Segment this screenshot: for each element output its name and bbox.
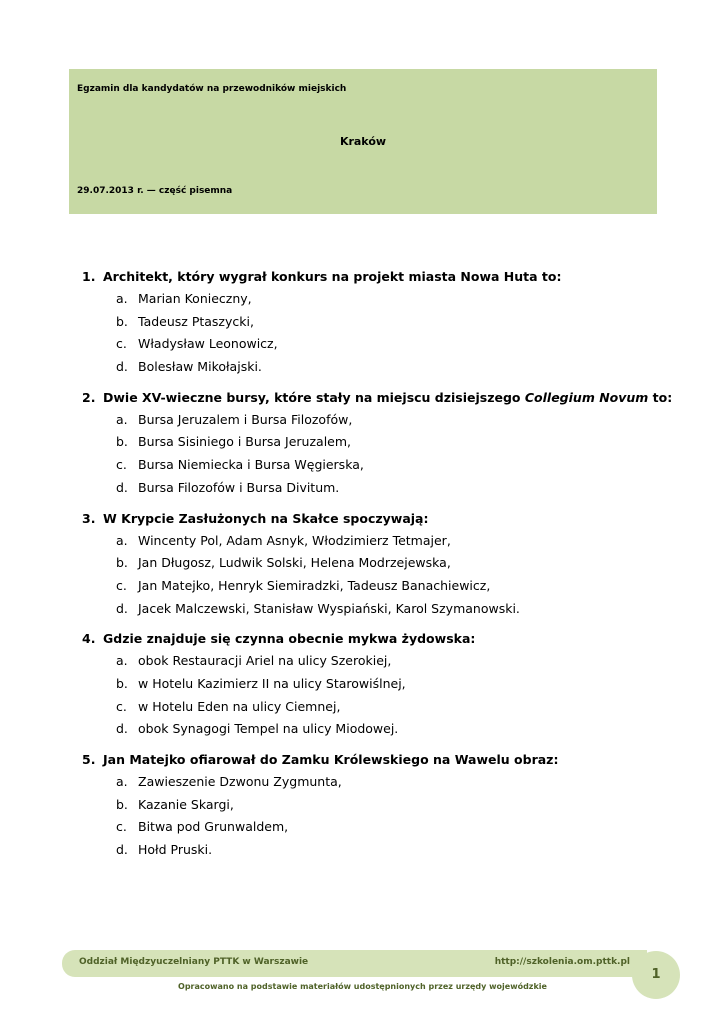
answer-letter: a. <box>116 291 128 306</box>
question-title <box>0 749 725 771</box>
answer-text: Hołd Pruski. <box>138 842 213 858</box>
question-title <box>0 266 725 288</box>
question-number: 5. <box>82 752 96 767</box>
footer-bar <box>62 950 647 977</box>
exam-city: Kraków <box>339 135 387 148</box>
answer-item <box>0 454 725 477</box>
footer-url-link[interactable]: http://szkolenia.om.pttk.pl <box>494 957 630 967</box>
answer-text: Bursa Niemiecka i Bursa Węgierska, <box>138 457 364 473</box>
answer-item <box>0 718 725 741</box>
answer-text: Bursa Jeruzalem i Bursa Filozofów, <box>138 411 353 427</box>
question-title <box>0 628 725 650</box>
answer-letter: b. <box>116 675 128 691</box>
answer-item <box>0 650 725 673</box>
footer-organization: Oddział Międzyuczelniany PTTK w Warszawie <box>79 957 309 967</box>
answer-text: Wincenty Pol, Adam Asnyk, Włodzimierz Tetmajer, <box>138 532 451 548</box>
answer-text: Jan Matejko, Henryk Siemiradzki, Tadeusz Banachiewicz, <box>138 577 491 593</box>
answer-letter: b. <box>116 434 128 450</box>
question-text: Architekt, który wygrał konkurs na projekt miasta Nowa Huta to: <box>103 269 562 284</box>
answer-letter: d. <box>116 359 128 375</box>
answer-item <box>0 816 725 839</box>
answer-letter: d. <box>116 721 128 737</box>
answer-list <box>0 530 725 621</box>
answer-letter: c. <box>116 698 127 714</box>
answer-text: Bursa Filozofów i Bursa Divitum. <box>138 479 340 495</box>
question-text: Dwie XV-wieczne bursy, które stały na miejscu dzisiejszego <box>103 389 525 405</box>
question-3 <box>0 508 725 621</box>
answer-letter: b. <box>116 796 128 812</box>
answer-letter: b. <box>116 313 128 329</box>
question-2 <box>0 387 725 500</box>
answer-text: w Hotelu Eden na ulicy Ciemnej, <box>138 698 341 714</box>
question-title <box>0 387 725 409</box>
answer-letter: d. <box>116 842 128 858</box>
answer-list <box>0 409 725 500</box>
question-text-end: to: <box>648 389 673 405</box>
answer-letter: c. <box>116 457 127 473</box>
answer-letter: b. <box>116 555 128 571</box>
answer-item <box>0 673 725 696</box>
answer-item <box>0 356 725 379</box>
answer-list <box>0 288 725 379</box>
answer-letter: c. <box>116 577 127 593</box>
answer-text: Bolesław Mikołajski. <box>138 359 262 375</box>
answer-list <box>0 650 725 741</box>
answer-letter: c. <box>116 336 127 352</box>
answer-text: Zawieszenie Dzwonu Zygmunta, <box>138 774 342 789</box>
page-number-badge <box>632 951 680 999</box>
answer-letter: a. <box>116 411 128 427</box>
answer-item <box>0 288 725 311</box>
answer-letter: d. <box>116 600 128 616</box>
answer-item <box>0 431 725 454</box>
answer-item <box>0 530 725 553</box>
answer-text: w Hotelu Kazimierz II na ulicy Starowiślnej, <box>138 675 406 691</box>
answer-text: Bitwa pod Grunwaldem, <box>138 819 289 835</box>
question-number: 1. <box>82 269 96 284</box>
answer-letter: d. <box>116 479 128 495</box>
answer-item <box>0 839 725 862</box>
answer-text: Kazanie Skargi, <box>138 796 234 812</box>
answer-text: obok Restauracji Ariel na ulicy Szerokiej, <box>138 653 392 669</box>
question-text-italic: Collegium Novum <box>524 389 649 405</box>
answer-item <box>0 696 725 719</box>
question-number: 4. <box>82 631 96 647</box>
answer-item <box>0 552 725 575</box>
exam-header <box>69 69 657 214</box>
answer-list <box>0 771 725 862</box>
answer-item <box>0 771 725 794</box>
footer-note: Opracowano na podstawie materiałów udostępnionych przez urzędy wojewódzkie <box>178 982 547 991</box>
answer-text: obok Synagogi Tempel na ulicy Miodowej. <box>138 721 399 737</box>
question-list <box>0 266 725 870</box>
question-title <box>0 508 725 530</box>
answer-item <box>0 794 725 817</box>
answer-item <box>0 477 725 500</box>
answer-item <box>0 333 725 356</box>
question-text: W Krypcie Zasłużonych na Skałce spoczywają: <box>103 510 429 526</box>
answer-item <box>0 598 725 621</box>
answer-letter: c. <box>116 819 127 835</box>
answer-item <box>0 311 725 334</box>
exam-date: 29.07.2013 r. — część pisemna <box>77 186 233 196</box>
answer-letter: a. <box>116 532 128 548</box>
question-1 <box>0 266 725 379</box>
question-text: Jan Matejko ofiarował do Zamku Królewskiego na Wawelu obraz: <box>103 752 559 767</box>
page-number: 1 <box>651 967 661 982</box>
answer-text: Jan Długosz, Ludwik Solski, Helena Modrzejewska, <box>138 555 451 571</box>
exam-title: Egzamin dla kandydatów na przewodników miejskich <box>77 84 347 94</box>
answer-letter: a. <box>116 653 128 669</box>
question-text: Gdzie znajduje się czynna obecnie mykwa żydowska: <box>103 631 476 647</box>
question-number: 3. <box>82 510 96 526</box>
answer-letter: a. <box>116 774 128 789</box>
answer-text: Bursa Sisiniego i Bursa Jeruzalem, <box>138 434 352 450</box>
answer-text: Jacek Malczewski, Stanisław Wyspiański, Karol Szymanowski. <box>138 600 520 616</box>
answer-text: Marian Konieczny, <box>138 291 252 306</box>
question-5 <box>0 749 725 862</box>
answer-item <box>0 575 725 598</box>
answer-item <box>0 409 725 432</box>
answer-text: Władysław Leonowicz, <box>138 336 278 352</box>
question-number: 2. <box>82 389 96 405</box>
question-4 <box>0 628 725 741</box>
answer-text: Tadeusz Ptaszycki, <box>138 313 254 329</box>
